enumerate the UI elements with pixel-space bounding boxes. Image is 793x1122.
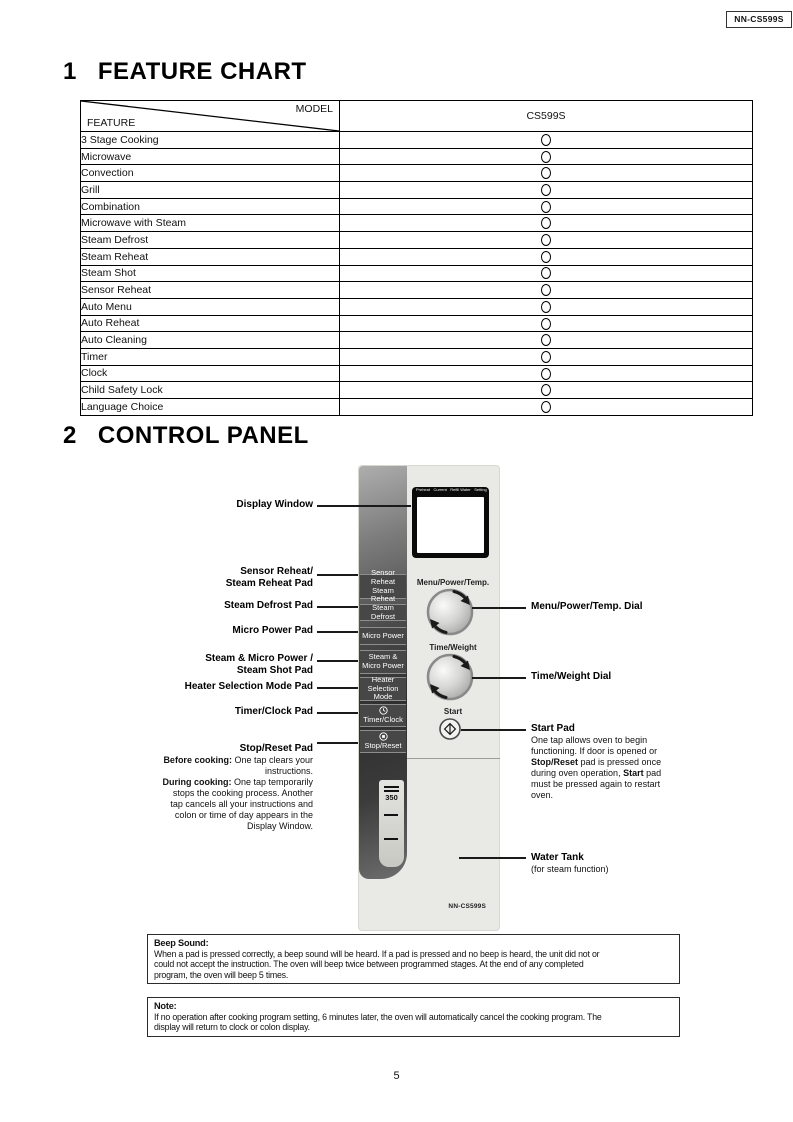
- feature-available-mark: [541, 368, 551, 380]
- feature-row: [81, 198, 753, 215]
- gauge-value: 350: [385, 793, 398, 802]
- feature-availability-cell: [340, 315, 753, 332]
- feature-availability-cell: [340, 265, 753, 282]
- feature-availability-cell: [340, 298, 753, 315]
- leader-line-timer-clock: [317, 712, 358, 714]
- feature-row: [81, 165, 753, 182]
- feature-row: [81, 315, 753, 332]
- gauge-tick: [384, 814, 398, 816]
- callout-heater-selection-pad: Heater Selection Mode Pad: [184, 681, 313, 692]
- feature-row: [81, 148, 753, 165]
- feature-name: Convection: [81, 165, 340, 182]
- pad-steam-defrost: [360, 604, 406, 621]
- beep-sound-title: Beep Sound:: [154, 938, 209, 948]
- model-label: MODEL: [295, 103, 333, 115]
- feature-availability-cell: [340, 282, 753, 299]
- feature-name: Microwave with Steam: [81, 215, 340, 232]
- feature-availability-cell: [340, 365, 753, 382]
- feature-available-mark: [541, 217, 551, 229]
- feature-name: Steam Reheat: [81, 248, 340, 265]
- callout-steam-defrost-pad: Steam Defrost Pad: [224, 600, 313, 611]
- feature-name: Steam Defrost: [81, 232, 340, 249]
- model-badge: NN-CS599S: [726, 11, 792, 28]
- feature-row: [81, 382, 753, 399]
- feature-available-mark: [541, 201, 551, 213]
- feature-name: Timer: [81, 348, 340, 365]
- feature-availability-cell: [340, 198, 753, 215]
- indicator-setting: Setting: [474, 488, 487, 492]
- display-window: [412, 487, 489, 558]
- callout-menu-power-temp-dial: Menu/Power/Temp. Dial: [531, 601, 643, 612]
- feature-available-mark: [541, 167, 551, 179]
- feature-available-mark: [541, 384, 551, 396]
- feature-available-mark: [541, 267, 551, 279]
- beep-sound-text: When a pad is pressed correctly, a beep sound will be heard. If a pad is pressed and no beep is heard, the unit did not or could not accept the instruction. The oven will beep twice between programmed stages. At the end of any completed program, the oven will beep 5 times.: [154, 948, 600, 980]
- gauge-max-line: [384, 790, 399, 792]
- pad-label: Timer/Clock: [363, 715, 403, 725]
- menu-power-temp-dial-label: Menu/Power/Temp.: [416, 578, 490, 587]
- feature-available-mark: [541, 351, 551, 363]
- feature-row: [81, 132, 753, 149]
- feature-available-mark: [541, 251, 551, 263]
- feature-label: FEATURE: [87, 117, 136, 129]
- indicator-current: Current: [433, 488, 447, 492]
- note-text: If no operation after cooking program setting, 6 minutes later, the oven will automatically cancel the cooking program. The display will return to clock or colon display.: [154, 1011, 602, 1032]
- page-number: 5: [393, 1070, 400, 1082]
- callout-sensor-reheat-pad: [60, 566, 313, 589]
- feature-available-mark: [541, 318, 551, 330]
- leader-line-time-dial: [472, 677, 526, 679]
- callout-timer-clock-pad: Timer/Clock Pad: [234, 706, 313, 717]
- callout-micro-power-pad: Micro Power Pad: [232, 625, 313, 636]
- feature-availability-cell: [340, 332, 753, 349]
- feature-availability-cell: [340, 348, 753, 365]
- feature-name: Grill: [81, 182, 340, 199]
- section1-heading: [63, 58, 307, 86]
- callout-stop-reset-pad: Stop/Reset Pad: [239, 743, 313, 754]
- water-tank-gauge: [379, 780, 404, 867]
- note-box: [147, 997, 680, 1037]
- pad-timer-clock: [360, 704, 406, 727]
- section2-title: CONTROL PANEL: [97, 422, 309, 449]
- callout-line2: Steam Reheat Pad: [225, 577, 313, 589]
- feature-name: Microwave: [81, 148, 340, 165]
- panel-model-text: NN-CS599S: [448, 903, 486, 910]
- feature-name: Auto Cleaning: [81, 332, 340, 349]
- feature-availability-cell: [340, 182, 753, 199]
- feature-availability-cell: [340, 215, 753, 232]
- stop-reset-notes: Before cooking: One tap clears your instructions. During cooking: One tap temporarily stops the cooking process. Another tap cancels all your instructions and colon or time of day appears in the Display Window.: [162, 755, 313, 831]
- callout-line1: Steam & Micro Power /: [205, 653, 313, 664]
- feature-available-mark: [541, 151, 551, 163]
- display-indicator-labels: [416, 488, 487, 492]
- pad-label: Micro Power: [362, 661, 404, 670]
- feature-name: Combination: [81, 198, 340, 215]
- feature-name: 3 Stage Cooking: [81, 132, 340, 149]
- feature-availability-cell: [340, 382, 753, 399]
- callout-water-tank: Water Tank: [531, 852, 584, 863]
- feature-available-mark: [541, 334, 551, 346]
- feature-name: Auto Reheat: [81, 315, 340, 332]
- feature-chart-header-row: [81, 101, 753, 132]
- feature-name: Clock: [81, 365, 340, 382]
- pad-micro-power: [360, 627, 406, 645]
- pad-steam-micro-power: [360, 650, 406, 674]
- pad-label: Selection Mode: [367, 683, 399, 702]
- feature-row: [81, 248, 753, 265]
- feature-available-mark: [541, 301, 551, 313]
- callout-line2: Steam Shot Pad: [236, 664, 313, 676]
- feature-row: [81, 399, 753, 416]
- feature-available-mark: [541, 184, 551, 196]
- feature-name: Language Choice: [81, 399, 340, 416]
- leader-line-start-pad: [461, 729, 526, 731]
- feature-row: [81, 232, 753, 249]
- feature-availability-cell: [340, 132, 753, 149]
- indicator-refill-water: Refill Water: [450, 488, 471, 492]
- leader-line-menu-dial: [472, 607, 526, 609]
- leader-line-heater: [317, 687, 358, 689]
- leader-line-micro-power: [317, 631, 358, 633]
- start-label: Start: [443, 707, 463, 716]
- water-tank-sub: (for steam function): [531, 864, 609, 874]
- indicator-preheat: Preheat: [416, 488, 430, 492]
- pad-heater-selection-mode: [360, 674, 406, 702]
- feature-row: [81, 182, 753, 199]
- feature-availability-cell: [340, 148, 753, 165]
- feature-row: [81, 298, 753, 315]
- callout-start-pad: Start Pad: [531, 723, 575, 734]
- feature-availability-cell: [340, 399, 753, 416]
- start-pad-notes: One tap allows oven to begin functioning. If door is opened or Stop/Reset pad is pressed once during oven operation, Start pad must be pressed again to restart oven.: [531, 735, 662, 800]
- pad-stop-reset: [360, 730, 406, 753]
- pad-label: Micro Power: [362, 630, 404, 640]
- feature-model-corner-cell: [81, 101, 340, 132]
- feature-name: Auto Menu: [81, 298, 340, 315]
- pad-label: Heater: [371, 674, 395, 684]
- section2-number: 2: [63, 422, 77, 449]
- feature-available-mark: [541, 401, 551, 413]
- note-title: Note:: [154, 1001, 177, 1011]
- feature-availability-cell: [340, 248, 753, 265]
- pad-label: Steam &: [368, 652, 398, 662]
- stop-icon: [379, 732, 388, 741]
- feature-availability-cell: [340, 165, 753, 182]
- model-column-header: CS599S: [340, 101, 753, 132]
- feature-available-mark: [541, 234, 551, 246]
- feature-chart-table: [80, 100, 753, 416]
- callout-steam-shot-pad: [60, 653, 313, 676]
- clock-icon: [379, 706, 388, 715]
- feature-row: [81, 332, 753, 349]
- feature-available-mark: [541, 284, 551, 296]
- section2-heading: [63, 422, 309, 450]
- pad-label: Steam Reheat: [370, 585, 396, 604]
- section1-title: FEATURE CHART: [97, 58, 307, 85]
- gauge-tick: [384, 838, 398, 840]
- gauge-max-line: [384, 786, 399, 788]
- leader-line-water-tank: [459, 857, 526, 859]
- leader-line-display-window: [317, 505, 411, 507]
- feature-row: [81, 282, 753, 299]
- pad-sensor-reheat-steam-reheat: [360, 567, 406, 604]
- panel-divider: [407, 758, 500, 759]
- callout-line1: Sensor Reheat/: [240, 566, 313, 577]
- pad-label: Stop/Reset: [364, 741, 402, 751]
- leader-line-steam-defrost: [317, 606, 358, 608]
- leader-line-steam-shot: [317, 660, 358, 662]
- display-screen: [417, 497, 484, 553]
- feature-name: Sensor Reheat: [81, 282, 340, 299]
- feature-name: Steam Shot: [81, 265, 340, 282]
- feature-row: [81, 265, 753, 282]
- time-weight-dial: [424, 651, 476, 703]
- feature-row: [81, 365, 753, 382]
- start-button: [438, 717, 462, 741]
- feature-row: [81, 215, 753, 232]
- menu-power-temp-dial: [424, 586, 476, 638]
- feature-name: Child Safety Lock: [81, 382, 340, 399]
- control-panel-illustration: [358, 465, 500, 931]
- beep-sound-box: [147, 934, 680, 984]
- pad-label: Steam Defrost: [370, 602, 396, 621]
- feature-available-mark: [541, 134, 551, 146]
- feature-availability-cell: [340, 232, 753, 249]
- time-weight-dial-label: Time/Weight: [429, 643, 477, 652]
- callout-time-weight-dial: Time/Weight Dial: [531, 671, 612, 682]
- feature-row: [81, 348, 753, 365]
- leader-line-stop-reset: [317, 742, 358, 744]
- callout-display-window: Display Window: [236, 499, 313, 510]
- leader-line-sensor-pad: [317, 574, 358, 576]
- section1-number: 1: [63, 58, 77, 85]
- pad-label: Sensor Reheat: [370, 567, 396, 586]
